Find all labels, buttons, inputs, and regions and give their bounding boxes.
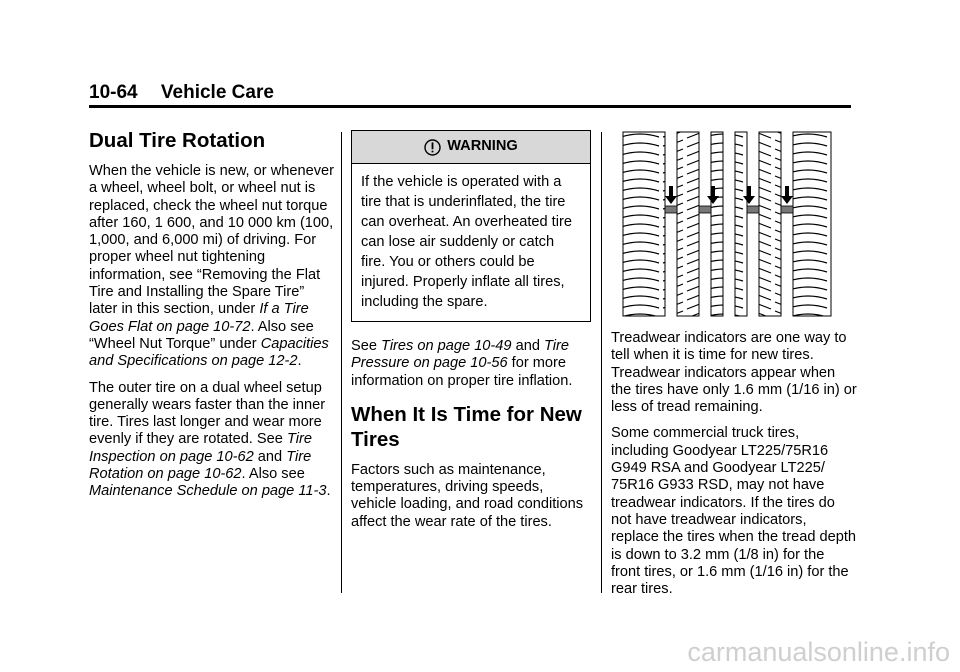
link-tires[interactable]: Tires on page 10-49	[381, 338, 512, 354]
treadwear-indicator-illustration	[619, 130, 833, 318]
text: . Also see “Wheel Nut Torque” under	[89, 318, 314, 352]
link-capacities-specifications[interactable]: Capacities and Specifications on page 12-2	[89, 335, 329, 370]
text: for more information on proper tire inflation.	[351, 355, 573, 389]
paragraph-commercial-tires: Some commercial truck tires, including Goodyear LT225/75R16 G949 RSA and Goodyear LT225/ 75R16 G933 RSD, may not have treadwear indicators. If the tires do not have treadwear indicators, replace the tires when the tread depth is down to 3.2 mm (1/8 in) for the front tires, or 1.6 mm (1/16 in) for the rear tires.	[611, 425, 857, 598]
paragraph-torque	[89, 163, 335, 371]
link-maintenance-schedule[interactable]: Maintenance Schedule on page 11-3	[89, 483, 327, 500]
column-2	[351, 130, 591, 540]
page-number: 10-64	[89, 82, 138, 103]
paragraph-tire-pressure	[351, 338, 591, 390]
column-3	[611, 330, 857, 607]
column-divider-1	[341, 132, 342, 593]
paragraph-outer-tire	[89, 380, 335, 501]
text: The outer tire on a dual wheel setup generally wears faster than the inner tire. Tires last longer and wear more evenly if they are rotated. See	[89, 379, 326, 448]
link-tire-inspection[interactable]: Tire Inspection on page 10-62	[89, 431, 312, 465]
text: See	[351, 338, 382, 354]
text: .	[326, 483, 331, 500]
text: and	[511, 338, 544, 354]
warning-title: WARNING	[447, 138, 518, 155]
warning-icon	[424, 139, 441, 156]
text: When the vehicle is new, or whenever a wheel, wheel bolt, or wheel nut is replaced, check the wheel nut torque after 160, 1 600, and 10 000 km (100, 1,000, and 6,000 mi) of driving. For proper wheel nut tightening information, see “Removing the Flat Tire and Installing the Spare Tire” later in this section, under	[89, 163, 334, 318]
warning-header	[352, 131, 590, 164]
paragraph-treadwear-indicators: Treadwear indicators are one way to tell when it is time for new tires. Treadwear indicators appear when the tires have only 1.6 mm (1/16 in) or less of tread remaining.	[611, 330, 857, 416]
warning-box	[351, 130, 591, 322]
watermark: carmanualsonline.info	[687, 637, 950, 667]
page-header	[89, 82, 274, 104]
link-if-a-tire-goes-flat[interactable]: If a Tire Goes Flat on page 10-72	[89, 301, 309, 335]
new-tires-heading: When It Is Time for New Tires	[351, 402, 582, 451]
section-title: Vehicle Care	[160, 82, 274, 103]
warning-text: If the vehicle is operated with a tire that is underinflated, the tire can overheat. An overheated tire can lose air suddenly or catch fire. You or others could be injured. Properly inflate all tires, including the spare.	[361, 174, 572, 310]
paragraph-wear-factors: Factors such as maintenance, temperatures, driving speeds, vehicle loading, and road conditions affect the wear rate of the tires.	[351, 461, 584, 530]
column-divider-2	[601, 132, 602, 593]
link-tire-rotation[interactable]: Tire Rotation on page 10-62	[89, 448, 312, 483]
text: and	[253, 448, 287, 465]
text: .	[297, 353, 302, 370]
header-rule	[89, 105, 851, 108]
dual-tire-rotation-heading: Dual Tire Rotation	[89, 129, 266, 152]
text: . Also see	[241, 466, 305, 483]
link-tire-pressure[interactable]: Tire Pressure on page 10-56	[351, 338, 570, 372]
column-1	[89, 128, 335, 510]
